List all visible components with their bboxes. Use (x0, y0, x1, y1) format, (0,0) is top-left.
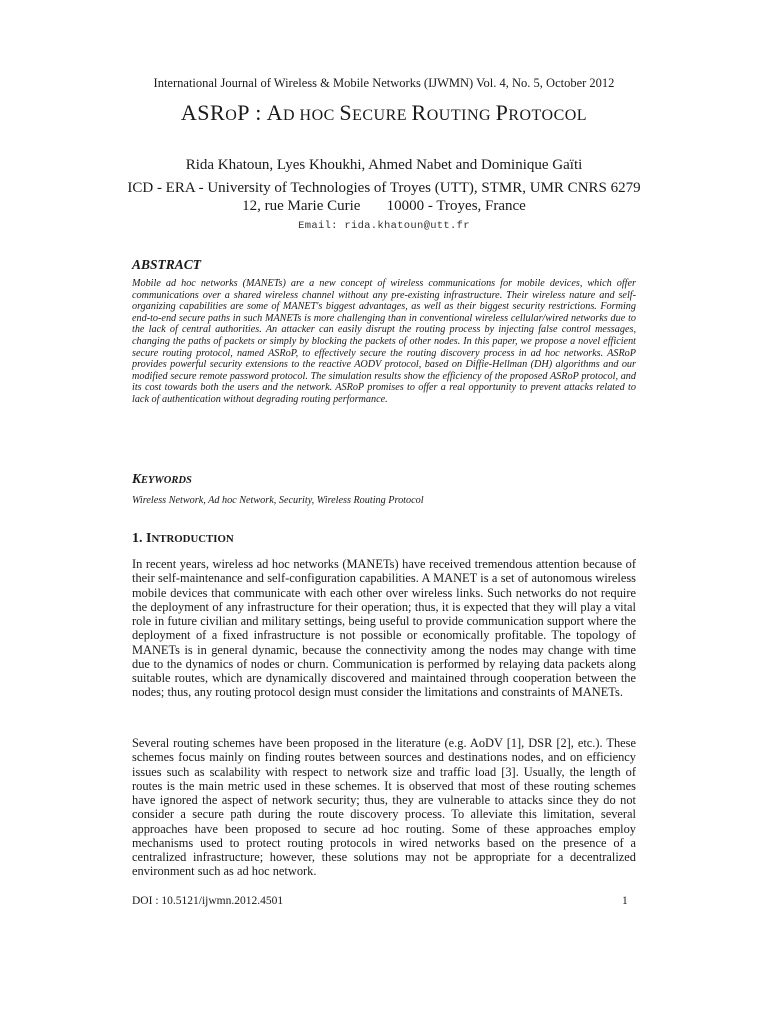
keywords-heading-initial: K (132, 471, 142, 486)
introduction-heading (132, 531, 234, 547)
introduction-heading-rest: NTRODUCTION (151, 533, 234, 545)
doi-footer: DOI : 10.5121/ijwmn.2012.4501 (132, 895, 284, 907)
title-fragment: ASR (180, 100, 226, 125)
author-email: Email: rida.khatoun@utt.fr (298, 220, 470, 232)
title-fragment: ECURE (352, 107, 412, 124)
keywords-heading-rest: EYWORDS (141, 475, 192, 486)
title-fragment: O (225, 107, 238, 124)
title-fragment: OUTING (426, 107, 496, 124)
keywords-text: Wireless Network, Ad hoc Network, Security, Wireless Routing Protocol (132, 495, 424, 506)
author-list: Rida Khatoun, Lyes Khoukhi, Ahmed Nabet and Dominique Gaïti (185, 157, 583, 173)
title-fragment: S (339, 100, 353, 125)
affiliation-address: 12, rue Marie Curie 10000 - Troyes, France (242, 198, 526, 214)
title-fragment: ROTOCOL (508, 107, 588, 124)
abstract-text: Mobile ad hoc networks (MANETs) are a new concept of wireless communications for mobile devices, which offer communications over a shared wireless channel without any pre-existing infrastructure. Their wireless nature and self-organizing capabilities are some of MANET's biggest advantages, as well as their biggest security restrictions. Forming end-to-end secure paths in such MANETs is more challenging than in conventional wireless cellular/wired networks due to the lack of central authorities. An attacker can easily disrupt the routing process by injecting false control messages, changing the paths of packets or simply by blocking the packets of other nodes. In this paper, we propose a novel efficient secure routing protocol, named ASRoP, to effectively secure the routing discovery process in ad hoc networks. ASRoP provides powerful security extensions to the reactive AODV protocol, based on Diffie-Hellman (DH) algorithms and our modified secure remote password protocol. The simulation results show the efficiency of the proposed ASRoP protocol, and its cost towards both the users and the network. ASRoP promises to offer a real opportunity to prevent attacks related to lack of authentication without degrading routing performance. (132, 278, 636, 405)
abstract-heading: ABSTRACT (132, 257, 202, 272)
introduction-paragraph-2: Several routing schemes have been proposed in the literature (e.g. AoDV [1], DSR [2], etc.). These schemes focus mainly on finding routes between sources and destinations nodes, and on efficiency issues such as scalability with respect to network size and traffic load [3]. Usually, the length of routes is the main metric used in these schemes. It is observed that most of these routing schemes have ignored the aspect of network security; thus, they are vulnerable to attacks since they do not consider a secure path during the route discovery process. To alleviate this limitation, several approaches have been proposed to secure ad hoc routing. Some of these approaches employ mechanisms used to protect routing protocols in wired networks based on the presence of a centralized infrastructure; however, these solutions may not be appropriate for a decentralized environment such as ad hoc network. (132, 736, 636, 879)
title-fragment: D HOC (283, 107, 340, 124)
affiliation (0, 179, 768, 215)
introduction-paragraph-1: In recent years, wireless ad hoc networks (MANETs) have received tremendous attention because of their self-maintenance and self-configuration capabilities. A MANET is a set of autonomous wireless mobile devices that communicate with each other over wireless links. Such networks do not require the deployment of any infrastructure for their operation; thus, it is expected that they will play a vital role in future civilian and military settings, being useful to provide communication support where the deployment of a fixed infrastructure is not possible or economically profitable. The topology of MANETs is in general dynamic, because the connectivity among the nodes may change with time due to the dynamics of nodes or churn. Communication is performed by relaying data packets along suitable routes, which are dynamically discovered and maintained through cooperation between the nodes; thus, any routing protocol design must consider the limitations and constraints of MANETs. (132, 557, 636, 700)
title-fragment: R (411, 100, 427, 125)
paper-title (0, 100, 768, 126)
introduction-heading-num: 1. I (132, 531, 152, 546)
title-fragment: P (495, 100, 509, 125)
affiliation-line: ICD - ERA - University of Technologies of Troyes (UTT), STMR, UMR CNRS 6279 (127, 180, 641, 196)
keywords-heading (132, 471, 192, 487)
page-number: 1 (622, 895, 628, 907)
journal-header: International Journal of Wireless & Mobile Networks (IJWMN) Vol. 4, No. 5, October 2012 (153, 76, 615, 90)
title-fragment: P : A (237, 100, 283, 125)
